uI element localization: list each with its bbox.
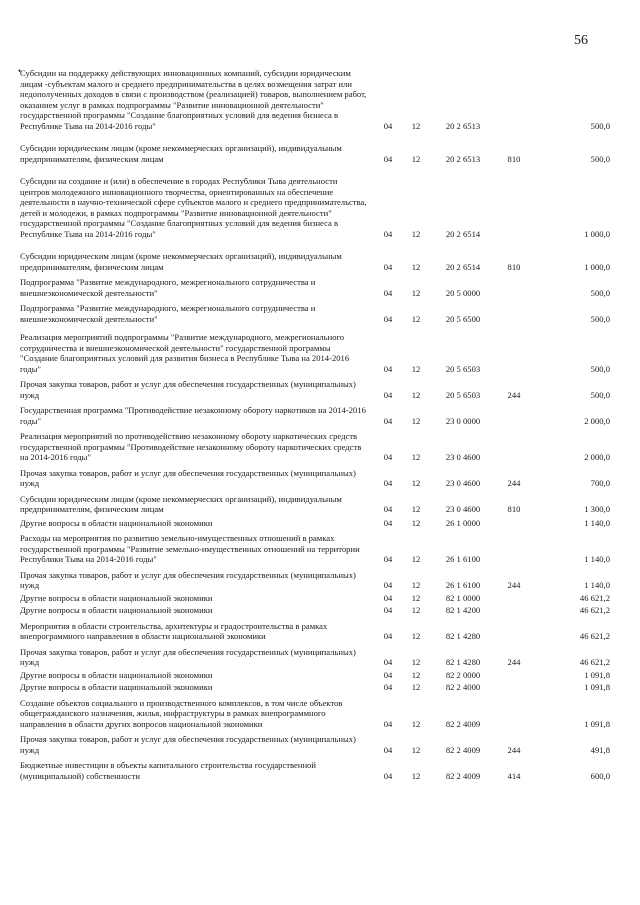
row-target-article: 82 1 4280 <box>445 631 481 641</box>
row-section-code: 04 <box>383 657 393 667</box>
row-amount: 1 300,0 <box>584 504 610 514</box>
table-row <box>20 272 610 298</box>
row-section-code: 04 <box>383 287 393 298</box>
row-description: Прочая закупка товаров, работ и услуг для обеспечения государственных (муниципальных) нужд <box>20 467 356 488</box>
row-expense-type <box>496 272 532 298</box>
row-description: Создание объектов социального и производственного комплексов, в том числе объектов общегражданского назначения, жилья, инфраструктуры в рамках внепрограммного направления в области других вопросов национальной экономики <box>20 697 343 729</box>
row-target-article: 23 0 4600 <box>445 452 481 462</box>
table-row <box>20 131 610 164</box>
table-row <box>20 591 610 604</box>
row-target-article: 23 0 0000 <box>445 415 481 426</box>
row-section-code: 04 <box>383 718 393 729</box>
row-amount: 500,0 <box>590 120 610 131</box>
row-amount: 700,0 <box>590 478 610 488</box>
row-description: Прочая закупка товаров, работ и услуг для обеспечения государственных (муниципальных) нужд <box>20 379 356 400</box>
row-subsection-code: 12 <box>411 228 421 239</box>
row-description: Субсидии юридическим лицам (кроме некоммерческих организаций), индивидуальным предпринимателям, физическим лицам <box>20 493 342 514</box>
table-row <box>20 374 610 400</box>
row-subsection-code: 12 <box>411 504 421 514</box>
row-target-article: 20 2 6513 <box>445 120 481 131</box>
row-amount: 1 140,0 <box>584 554 610 564</box>
table-row <box>20 729 610 755</box>
row-description: Другие вопросы в области национальной экономики <box>20 669 213 680</box>
row-amount: 600,0 <box>590 770 610 781</box>
row-subsection-code: 12 <box>411 153 421 164</box>
row-amount: 500,0 <box>590 313 610 324</box>
row-subsection-code: 12 <box>411 657 421 667</box>
row-description: Другие вопросы в области национальной экономики <box>20 517 213 528</box>
row-description: Прочая закупка товаров, работ и услуг для обеспечения государственных (муниципальных) нужд <box>20 569 356 590</box>
row-description: Субсидии юридическим лицам (кроме некоммерческих организаций), индивидуальным предпринимателям, физическим лицам <box>20 143 342 164</box>
row-expense-type: 244 <box>507 478 521 488</box>
table-row <box>20 565 610 591</box>
row-target-article: 23 0 4600 <box>445 478 481 488</box>
row-section-code: 04 <box>383 313 393 324</box>
row-subsection-code: 12 <box>411 592 421 603</box>
row-expense-type <box>496 324 532 374</box>
row-amount: 491,8 <box>590 744 610 755</box>
row-section-code: 04 <box>383 261 393 272</box>
row-subsection-code: 12 <box>411 770 421 781</box>
row-subsection-code: 12 <box>411 605 421 615</box>
row-description: Подпрограмма "Развитие международного, межрегионального сотрудничества и внешнеэкономической деятельности" <box>20 277 316 298</box>
row-subsection-code: 12 <box>411 554 421 564</box>
row-subsection-code: 12 <box>411 313 421 324</box>
row-target-article: 82 1 4200 <box>445 605 481 615</box>
row-target-article: 26 1 6100 <box>445 580 481 590</box>
table-row <box>20 489 610 515</box>
row-expense-type <box>496 616 532 642</box>
row-expense-type: 244 <box>507 657 521 667</box>
row-amount: 500,0 <box>590 287 610 298</box>
row-subsection-code: 12 <box>411 363 421 374</box>
row-section-code: 04 <box>383 580 393 590</box>
row-amount: 46 621,2 <box>579 631 610 641</box>
row-section-code: 04 <box>383 744 393 755</box>
row-section-code: 04 <box>383 415 393 426</box>
row-amount: 2 000,0 <box>584 452 610 462</box>
row-amount: 1 091,8 <box>584 718 610 729</box>
row-section-code: 04 <box>383 592 393 603</box>
row-section-code: 04 <box>383 554 393 564</box>
row-expense-type <box>496 68 532 131</box>
row-subsection-code: 12 <box>411 682 421 692</box>
row-expense-type <box>496 515 532 529</box>
row-expense-type: 810 <box>507 261 521 272</box>
table-row <box>20 528 610 565</box>
table-row <box>20 463 610 489</box>
bullet-mark: • <box>18 66 22 76</box>
row-target-article: 82 2 4009 <box>445 770 481 781</box>
row-section-code: 04 <box>383 452 393 462</box>
row-description: Расходы на мероприятия по развитию земельно-имущественных отношений в рамках государственной программы "Развитие земельно-имущественных отношений на территории Республики Тыва на 2014-2016 годы" <box>20 533 360 564</box>
row-subsection-code: 12 <box>411 389 421 400</box>
row-target-article: 82 2 4009 <box>445 718 481 729</box>
table-row <box>20 400 610 426</box>
row-expense-type <box>496 298 532 324</box>
row-expense-type <box>496 400 532 426</box>
row-expense-type <box>496 680 532 693</box>
table-row <box>20 680 610 693</box>
row-section-code: 04 <box>383 517 393 528</box>
row-subsection-code: 12 <box>411 452 421 462</box>
row-expense-type: 810 <box>507 153 521 164</box>
row-subsection-code: 12 <box>411 517 421 528</box>
row-expense-type: 244 <box>507 744 521 755</box>
row-description: Реализация мероприятий по противодействию незаконному обороту наркотических средств государственной программы "Противодействие незаконному обороту наркотических средств на 2014-2016 годы" <box>20 431 362 462</box>
row-description: Прочая закупка товаров, работ и услуг для обеспечения государственных (муниципальных) нужд <box>20 646 356 667</box>
row-section-code: 04 <box>383 228 393 239</box>
row-target-article: 82 1 4280 <box>445 657 481 667</box>
row-subsection-code: 12 <box>411 718 421 729</box>
row-expense-type <box>496 528 532 565</box>
table-row <box>20 642 610 668</box>
row-target-article: 20 5 0000 <box>445 287 481 298</box>
table-row <box>20 755 610 781</box>
row-target-article: 82 2 0000 <box>445 669 481 680</box>
row-section-code: 04 <box>383 682 393 692</box>
table-row <box>20 668 610 681</box>
table-row <box>20 298 610 324</box>
table-row <box>20 693 610 730</box>
row-target-article: 20 5 6503 <box>445 389 481 400</box>
row-target-article: 23 0 4600 <box>445 504 481 514</box>
row-description: Государственная программа "Противодействие незаконному обороту наркотиков на 2014-2016 годы" <box>20 405 366 426</box>
row-expense-type: 244 <box>507 580 521 590</box>
row-expense-type: 244 <box>507 389 521 400</box>
page-number: 56 <box>574 33 588 48</box>
table-row <box>20 426 610 463</box>
row-description: Субсидии юридическим лицам (кроме некоммерческих организаций), индивидуальным предпринимателям, физическим лицам <box>20 251 342 272</box>
row-expense-type <box>496 603 532 616</box>
row-amount: 1 091,8 <box>584 669 610 680</box>
row-subsection-code: 12 <box>411 631 421 641</box>
row-section-code: 04 <box>383 631 393 641</box>
row-target-article: 82 1 0000 <box>445 592 481 603</box>
row-section-code: 04 <box>383 389 393 400</box>
row-description: Подпрограмма "Развитие международного, межрегионального сотрудничества и внешнеэкономической деятельности" <box>20 303 316 324</box>
row-subsection-code: 12 <box>411 580 421 590</box>
row-expense-type <box>496 426 532 463</box>
row-description: Реализация мероприятий подпрограммы "Развитие международного, межрегионального сотрудничества и внешнеэкономической деятельности" государственной программы "Создание благоприятных условий для развития бизнеса в Республике Тыва на 2014-2016 годы" <box>20 332 350 374</box>
row-amount: 46 621,2 <box>579 592 610 603</box>
row-subsection-code: 12 <box>411 744 421 755</box>
row-amount: 46 621,2 <box>579 605 610 615</box>
row-description: Мероприятия в области строительства, архитектуры и градостроительства в рамках внепрограммного направления в области национальной экономики <box>20 620 328 641</box>
row-expense-type: 810 <box>507 504 521 514</box>
row-target-article: 20 5 6500 <box>445 313 481 324</box>
row-section-code: 04 <box>383 504 393 514</box>
table-row <box>20 324 610 374</box>
row-section-code: 04 <box>383 669 393 680</box>
row-section-code: 04 <box>383 605 393 615</box>
row-amount: 1 140,0 <box>584 580 610 590</box>
row-description: Бюджетные инвестиции в объекты капитального строительства государственной (муниципальной) собственности <box>20 760 316 781</box>
row-description: Другие вопросы в области национальной экономики <box>20 682 213 692</box>
row-expense-type: 414 <box>507 770 521 781</box>
row-target-article: 20 2 6514 <box>445 228 481 239</box>
row-target-article: 82 2 4000 <box>445 682 481 692</box>
table-row <box>20 603 610 616</box>
row-expense-type <box>496 591 532 604</box>
row-amount: 1 000,0 <box>584 261 610 272</box>
row-amount: 1 140,0 <box>584 517 610 528</box>
row-amount: 46 621,2 <box>579 657 610 667</box>
row-amount: 500,0 <box>590 363 610 374</box>
row-section-code: 04 <box>383 770 393 781</box>
row-section-code: 04 <box>383 363 393 374</box>
row-description: Субсидии на создание и (или) в обеспечение в городах Республики Тыва деятельности центров молодежного инновационного творчества, ориентированных на обеспечение деятельности в научно-технической сфере субъектов малого и среднего предпринимательства, детей и молодежи, в рамках подпрограммы "Развитие инновационной деятельности" государственной программы "Создание благоприятных условий для ведения бизнеса в Республике Тыва на 2014-2016 годы" <box>20 176 367 239</box>
table-row <box>20 164 610 239</box>
table-row <box>20 515 610 529</box>
row-expense-type <box>496 693 532 730</box>
row-target-article: 82 2 4009 <box>445 744 481 755</box>
table-row <box>20 68 610 131</box>
row-description: Другие вопросы в области национальной экономики <box>20 605 213 615</box>
row-section-code: 04 <box>383 478 393 488</box>
row-amount: 500,0 <box>590 389 610 400</box>
row-expense-type <box>496 164 532 239</box>
row-target-article: 20 5 6503 <box>445 363 481 374</box>
row-subsection-code: 12 <box>411 120 421 131</box>
row-section-code: 04 <box>383 153 393 164</box>
row-subsection-code: 12 <box>411 669 421 680</box>
row-expense-type <box>496 668 532 681</box>
row-description: Другие вопросы в области национальной экономики <box>20 592 213 603</box>
row-description: Прочая закупка товаров, работ и услуг для обеспечения государственных (муниципальных) нужд <box>20 734 356 755</box>
table-row <box>20 616 610 642</box>
row-amount: 1 000,0 <box>584 228 610 239</box>
row-subsection-code: 12 <box>411 261 421 272</box>
row-target-article: 26 1 6100 <box>445 554 481 564</box>
row-description: Субсидии на поддержку действующих инновационных компаний, субсидии юридическим лицам -субъектам малого и среднего предпринимательства в целях возмещения затрат или недополученных доходов в связи с производством (реализацией) товаров, выполнением работ, оказанием услуг в рамках подпрограммы "Развитие инновационной деятельности" государственной программы "Создание благоприятных условий для ведения бизнеса в Республике Тыва на 2014-2016 годы" <box>20 68 367 131</box>
row-target-article: 20 2 6513 <box>445 153 481 164</box>
row-subsection-code: 12 <box>411 478 421 488</box>
row-target-article: 26 1 0000 <box>445 517 481 528</box>
row-amount: 2 000,0 <box>584 415 610 426</box>
row-amount: 1 091,8 <box>584 682 610 692</box>
row-target-article: 20 2 6514 <box>445 261 481 272</box>
row-amount: 500,0 <box>590 153 610 164</box>
row-subsection-code: 12 <box>411 287 421 298</box>
budget-table <box>20 68 610 781</box>
row-section-code: 04 <box>383 120 393 131</box>
table-row <box>20 239 610 272</box>
row-subsection-code: 12 <box>411 415 421 426</box>
